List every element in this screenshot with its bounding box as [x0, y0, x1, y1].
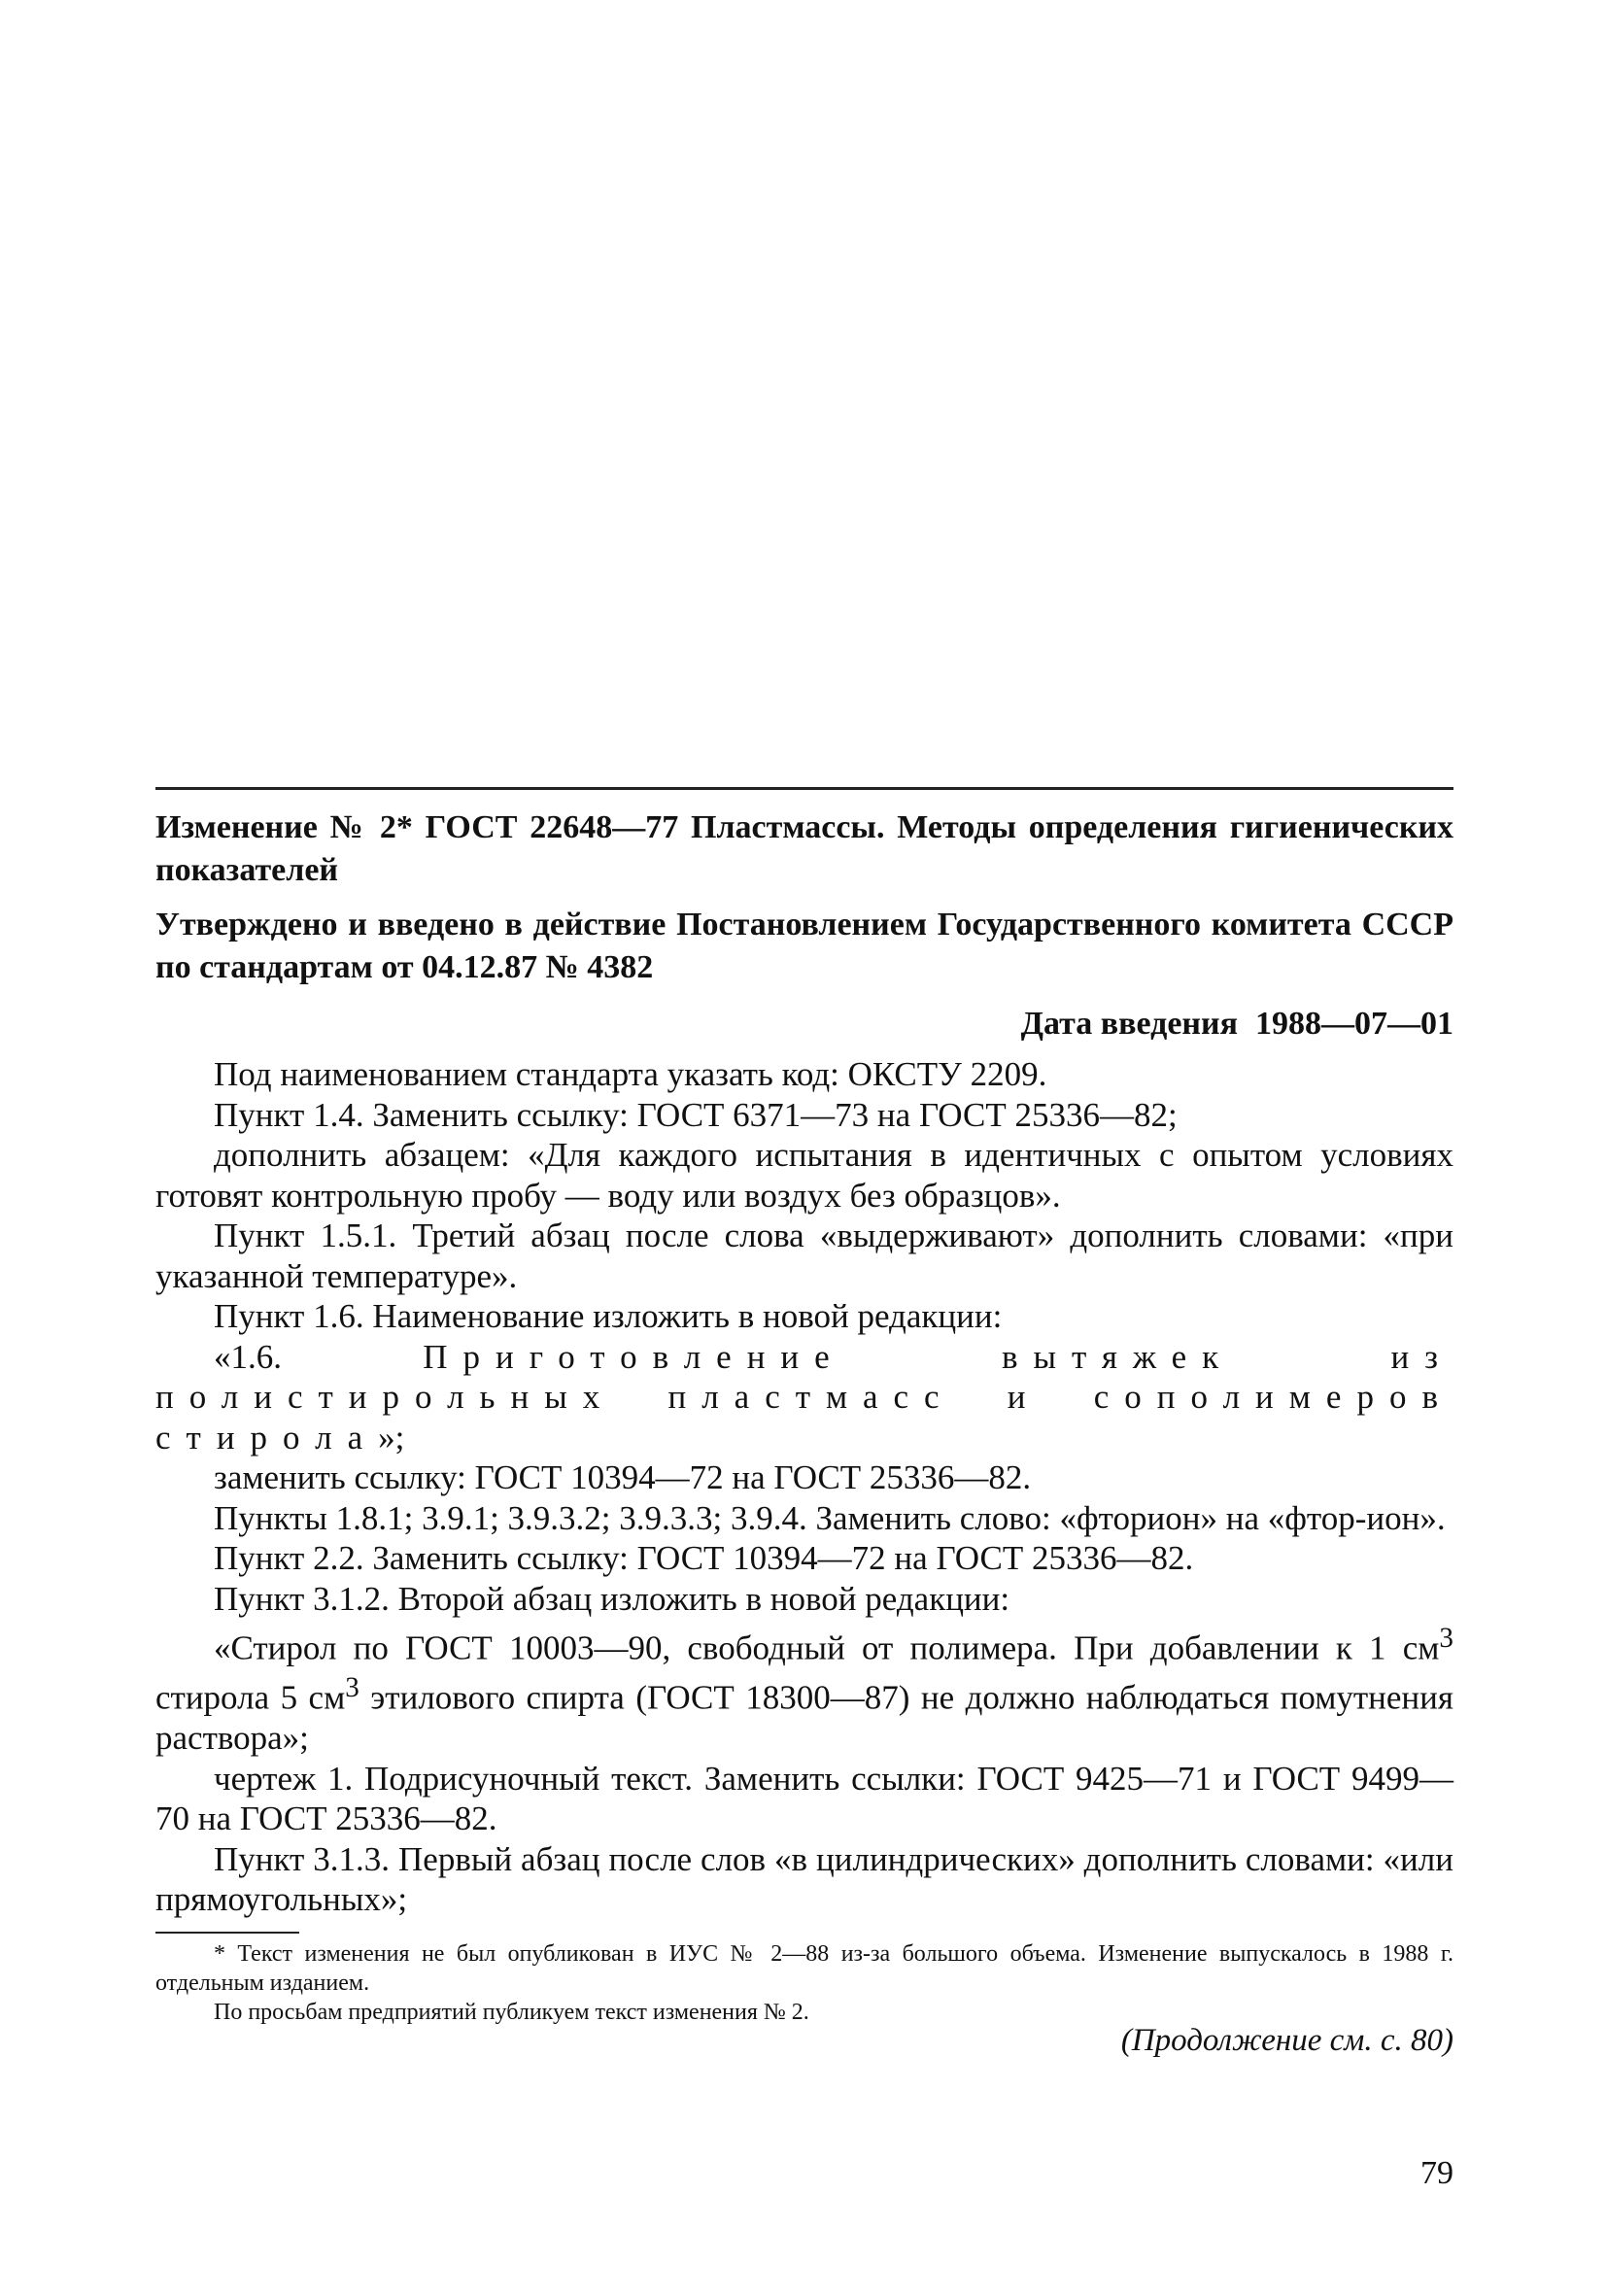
amendment-title: Изменение № 2* ГОСТ 22648—77 Пластмассы. Методы определения гигиенических показателей — [155, 809, 1453, 888]
effective-date-label: Дата введения — [1020, 1006, 1238, 1042]
footnote-publication: По просьбам предприятий публикуем текст изменения № 2. — [214, 2000, 809, 2025]
paragraph-clause-2-2: Пункт 2.2. Заменить ссылку: ГОСТ 10394—72 на ГОСТ 25336—82. — [214, 1539, 1194, 1577]
paragraph-okstu-code: Под наименованием стандарта указать код: ОКСТУ 2209. — [214, 1055, 1047, 1093]
paragraph-control-sample: дополнить абзацем: «Для каждого испытания в идентичных с опытом условиях готовят контрольную пробу — воду или воздух без образцов». — [155, 1136, 1453, 1215]
amendment-body — [155, 1054, 1453, 1920]
heading-spaced-text: Приготовление вытяжек из полистирольных пластмасс и сополимеров стирола — [155, 1337, 1453, 1456]
styrene-text-part-c: этилового спирта (ГОСТ 18300—87) не должно наблюдаться помутнения раствора»; — [155, 1678, 1453, 1758]
heading-suffix: »; — [378, 1418, 405, 1456]
superscript-3-first: 3 — [1439, 1623, 1453, 1654]
amendment-header — [155, 806, 1453, 1045]
superscript-3-second: 3 — [345, 1672, 359, 1704]
paragraph-new-heading-1-6 — [155, 1337, 1453, 1458]
footnote-asterisk: * Текст изменения не был опубликован в ИУС № 2—88 из-за большого объема. Изменение выпускалось в 1988 г. отдельным изданием. — [155, 1941, 1453, 1996]
paragraph-clause-1-5-1: Пункт 1.5.1. Третий абзац после слова «выдерживают» дополнить словами: «при указанной температуре». — [155, 1217, 1453, 1295]
approval-statement: Утверждено и введено в действие Постановлением Государственного комитета СССР по стандартам от 04.12.87 № 4382 — [155, 907, 1453, 985]
footnote-rule — [155, 1932, 299, 1934]
paragraph-clause-3-1-3: Пункт 3.1.3. Первый абзац после слов «в цилиндрических» дополнить словами: «или прямоугольных»; — [155, 1839, 1453, 1919]
paragraph-clauses-1-8-1: Пункты 1.8.1; 3.9.1; 3.9.3.2; 3.9.3.3; 3.9.4. Заменить слово: «фторион» на «фтор-ион». — [214, 1498, 1446, 1537]
styrene-text-part-b: стирола 5 см — [155, 1678, 346, 1717]
heading-prefix: «1.6. — [214, 1337, 424, 1376]
styrene-text-part-a: «Стирол по ГОСТ 10003—90, свободный от полимера. При добавлении к 1 см — [214, 1628, 1440, 1667]
header-rule — [155, 787, 1453, 790]
paragraph-clause-3-1-2: Пункт 3.1.2. Второй абзац изложить в новой редакции: — [214, 1579, 1010, 1618]
paragraph-clause-1-6: Пункт 1.6. Наименование изложить в новой редакции: — [214, 1297, 1003, 1335]
effective-date-value: 1988—07—01 — [1255, 1006, 1453, 1042]
paragraph-styrene — [155, 1619, 1453, 1759]
paragraph-drawing-1: чертеж 1. Подрисуночный текст. Заменить ссылки: ГОСТ 9425—71 и ГОСТ 9499—70 на ГОСТ 25336—82. — [155, 1759, 1453, 1838]
paragraph-replace-ref: заменить ссылку: ГОСТ 10394—72 на ГОСТ 25336—82. — [214, 1458, 1032, 1496]
footnotes — [155, 1939, 1453, 2027]
continuation-note: (Продолжение см. с. 80) — [1120, 2023, 1453, 2058]
page-number: 79 — [1420, 2155, 1453, 2191]
paragraph-clause-1-4: Пункт 1.4. Заменить ссылку: ГОСТ 6371—73 на ГОСТ 25336—82; — [214, 1095, 1178, 1134]
effective-date — [155, 1003, 1453, 1045]
